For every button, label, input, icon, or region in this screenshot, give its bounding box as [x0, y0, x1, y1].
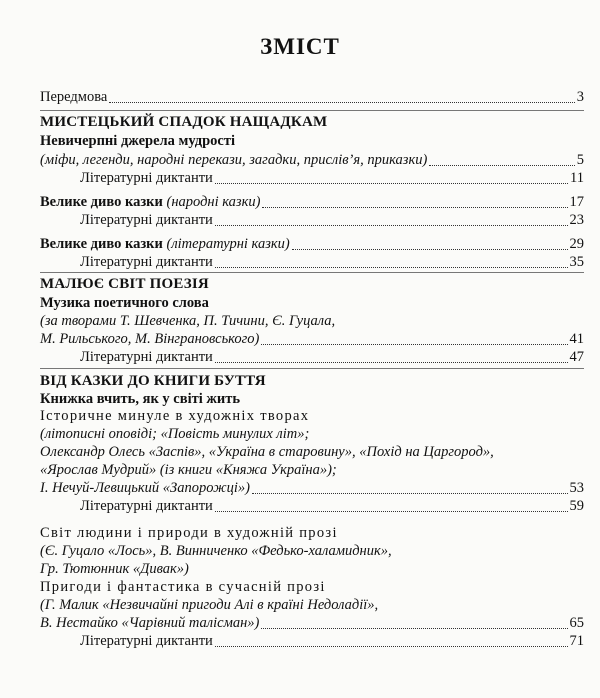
page-number: 17	[569, 194, 584, 210]
subsection-title: Велике диво казки	[40, 194, 163, 210]
page-number: 3	[576, 89, 584, 105]
page-number: 23	[569, 212, 584, 228]
subsection-title: Велике диво казки	[40, 236, 163, 252]
leader-dots	[215, 645, 568, 647]
entry-note: (народні казки)	[166, 194, 261, 210]
leader-dots	[252, 492, 568, 494]
leader-dots	[215, 182, 568, 184]
subsection-title: Музика поетичного слова	[40, 295, 209, 311]
toc-entry-dictations[interactable]	[80, 496, 584, 516]
toc-entry-dictations[interactable]	[80, 210, 584, 230]
section-heading: МАЛЮЄ СВІТ ПОЕЗІЯ	[40, 276, 209, 292]
toc-entry-dictations[interactable]	[80, 168, 584, 188]
leader-dots	[261, 627, 567, 629]
page-title: ЗМІСТ	[260, 34, 340, 59]
page-number: 41	[569, 331, 584, 347]
toc-entry-dictations[interactable]	[80, 347, 584, 367]
page-number: 35	[569, 254, 584, 270]
leader-dots	[215, 266, 568, 268]
entry-note: «Ярослав Мудрий» (із книги «Княжа Україна»);	[40, 462, 337, 478]
theme-title: Пригоди і фантастика в сучасній прозі	[40, 579, 326, 595]
entry-note: В. Нестайко «Чарівний талісман»)	[40, 615, 260, 631]
entry-note: І. Нечуй-Левицький «Запорожці»)	[40, 480, 250, 496]
leader-dots	[262, 206, 567, 208]
toc-entry[interactable]	[40, 478, 584, 498]
leader-dots	[215, 510, 568, 512]
theme-title: Світ людини і природи в художній прозі	[40, 525, 338, 541]
leader-dots	[261, 343, 567, 345]
entry-label: Літературні диктанти	[80, 170, 213, 186]
toc-entry-preface[interactable]	[40, 87, 584, 107]
entry-note: Гр. Тютюнник «Дивак»)	[40, 561, 189, 577]
leader-dots	[215, 361, 568, 363]
entry-label: Літературні диктанти	[80, 349, 213, 365]
toc-entry[interactable]	[40, 150, 584, 170]
section-heading: ВІД КАЗКИ ДО КНИГИ БУТТЯ	[40, 373, 266, 389]
toc-entry-dictations[interactable]	[80, 631, 584, 651]
leader-dots	[292, 248, 568, 250]
entry-label: Літературні диктанти	[80, 498, 213, 514]
theme-title: Історичне минуле в художніх творах	[40, 408, 310, 424]
entry-note: (Г. Малик «Незвичайні пригоди Алі в країні Недоладії»,	[40, 597, 379, 613]
section-heading: МИСТЕЦЬКИЙ СПАДОК НАЩАДКАМ	[40, 114, 328, 130]
page-number: 47	[569, 349, 584, 365]
toc-entry-dictations[interactable]	[80, 252, 584, 272]
page-number: 71	[569, 633, 584, 649]
entry-note: (міфи, легенди, народні перекази, загадки, прислів’я, приказки)	[40, 152, 428, 168]
entry-note: (за творами Т. Шевченка, П. Тичини, Є. Гуцала,	[40, 313, 336, 329]
toc-entry[interactable]	[40, 329, 584, 349]
page-number: 53	[569, 480, 584, 496]
page-number: 5	[576, 152, 584, 168]
subsection-title: Невичерпні джерела мудрості	[40, 133, 235, 149]
entry-note: (літературні казки)	[166, 236, 290, 252]
toc-entry[interactable]	[40, 613, 584, 633]
entry-note: М. Рильського, М. Вінграновського)	[40, 331, 260, 347]
entry-label: Передмова	[40, 89, 108, 105]
entry-note: (літописні оповіді; «Повість минулих літ»;	[40, 426, 310, 442]
divider	[40, 110, 584, 111]
entry-note: (Є. Гуцало «Лось», В. Винниченко «Федько-халамидник»,	[40, 543, 392, 559]
page-number: 59	[569, 498, 584, 514]
page-number: 11	[570, 170, 584, 186]
divider	[40, 368, 584, 369]
toc-entry[interactable]	[40, 192, 584, 212]
entry-label: Літературні диктанти	[80, 254, 213, 270]
entry-label: Літературні диктанти	[80, 633, 213, 649]
page-number: 29	[569, 236, 584, 252]
divider	[40, 272, 584, 273]
toc-entry[interactable]	[40, 234, 584, 254]
entry-note: Олександр Олесь «Заспів», «Україна в старовину», «Похід на Царгород»,	[40, 444, 494, 460]
leader-dots	[215, 224, 568, 226]
subsection-title: Книжка вчить, як у світі жить	[40, 391, 241, 407]
entry-label: Літературні диктанти	[80, 212, 213, 228]
leader-dots	[429, 164, 574, 166]
page-number: 65	[569, 615, 584, 631]
leader-dots	[109, 101, 574, 103]
